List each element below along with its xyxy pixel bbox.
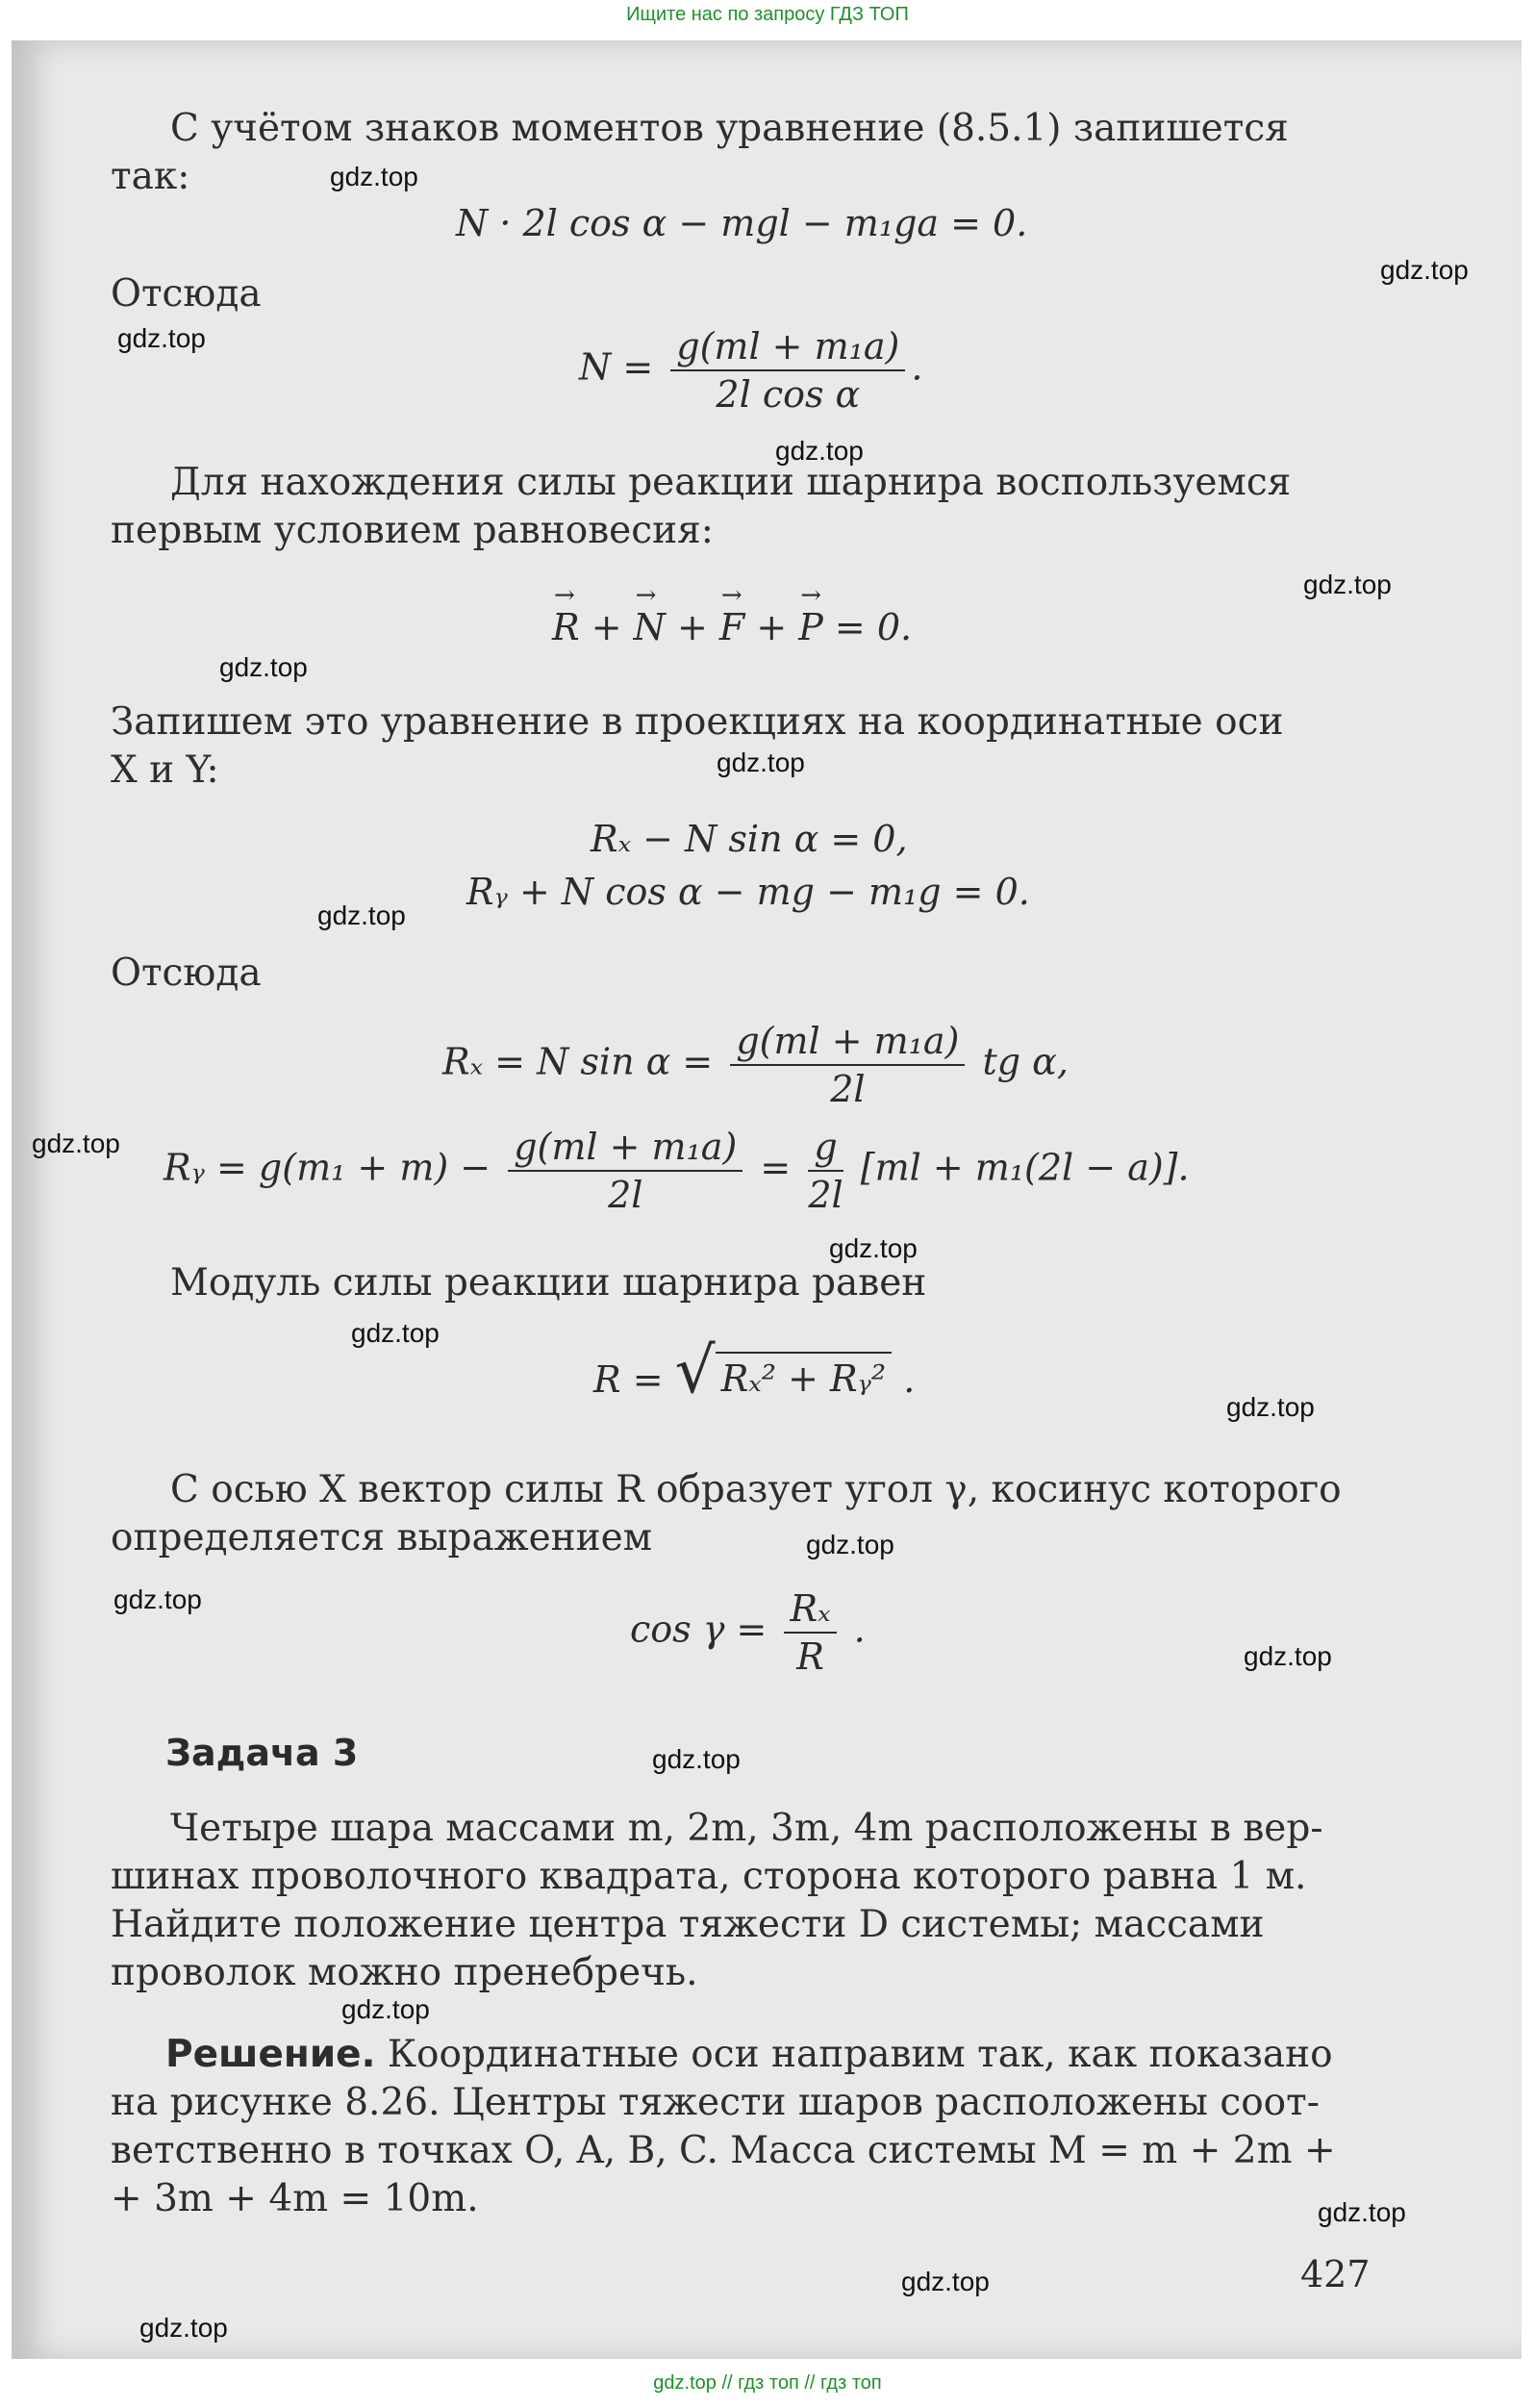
top-banner[interactable]: Ищите нас по запросу ГДЗ ТОП	[626, 4, 909, 25]
eq-lhs: N =	[579, 345, 654, 389]
paragraph-line: Модуль силы реакции шарнира равен	[170, 1261, 927, 1305]
watermark[interactable]: gdz.top	[219, 652, 308, 682]
watermark[interactable]: gdz.top	[652, 1744, 741, 1774]
equation-cos-gamma: cos γ = $\frac{\text{Rₓ}}{R}$ .	[630, 1587, 866, 1678]
watermark[interactable]: gdz.top	[901, 2267, 990, 2296]
paragraph-line: на рисунке 8.26. Центры тяжести шаров расположены соот-	[111, 2081, 1320, 2124]
fraction: $\frac{\text{g(ml + m₁a)}}{2l}$	[730, 1020, 965, 1110]
fraction-denominator: 2l cos α	[716, 373, 861, 416]
equation-n: N = $\frac{\text{g(ml + m₁a)}}{\text{2l cos α}}$ .	[579, 325, 923, 416]
paragraph-line: Найдите положение центра тяжести D системы; массами	[111, 1903, 1265, 1946]
watermark[interactable]: gdz.top	[32, 1128, 120, 1158]
watermark[interactable]: gdz.top	[341, 1994, 430, 2024]
fraction: $\frac{\text{Rₓ}}{R}$	[784, 1587, 836, 1678]
watermark[interactable]: gdz.top	[1303, 570, 1392, 599]
fraction: $\frac{g}{2l}$	[808, 1126, 843, 1216]
paragraph-line: С учётом знаков моментов уравнение (8.5.1) запишется	[170, 107, 1289, 150]
equation-rx: Rₓ = N sin α = $\frac{\text{g(ml + m₁a)}}{2l}$ tg α,	[442, 1020, 1069, 1110]
paragraph-line: Отсюда	[111, 272, 262, 316]
equation-y-projection: Rᵧ + N cos α − mg − m₁g = 0.	[466, 871, 1030, 913]
watermark[interactable]: gdz.top	[113, 1584, 202, 1614]
paragraph-line: шинах проволочного квадрата, сторона которого равна 1 м.	[111, 1855, 1307, 1898]
watermark[interactable]: gdz.top	[1226, 1392, 1315, 1422]
solution-line: Решение. Координатные оси направим так, как показано	[165, 2033, 1333, 2076]
task-heading: Задача 3	[165, 1732, 359, 1774]
equation-moments: N · 2l cos α − mgl − m₁ga = 0.	[456, 202, 1028, 244]
watermark[interactable]: gdz.top	[829, 1233, 918, 1263]
fraction: $\frac{\text{g(ml + m₁a)}}{2l}$	[508, 1126, 742, 1216]
watermark[interactable]: gdz.top	[317, 900, 406, 930]
paragraph-line: проволок можно пренебречь.	[111, 1951, 698, 1994]
watermark[interactable]: gdz.top	[806, 1530, 894, 1559]
fraction	[670, 325, 905, 416]
page-number: 427	[1300, 2253, 1371, 2295]
paragraph-line: ветственно в точках O, A, B, C. Масса системы M = m + 2m +	[111, 2129, 1336, 2172]
solution-label: Решение.	[165, 2033, 376, 2076]
paragraph-line: + 3m + 4m = 10m.	[111, 2177, 479, 2220]
watermark[interactable]: gdz.top	[1380, 255, 1469, 285]
paragraph-line: Четыре шара массами m, 2m, 3m, 4m расположены в вер-	[170, 1807, 1323, 1850]
watermark[interactable]: gdz.top	[139, 2313, 228, 2343]
equation-x-projection: Rₓ − N sin α = 0,	[591, 818, 908, 860]
fraction-numerator: g(ml + m₁a)	[670, 325, 905, 371]
watermark[interactable]: gdz.top	[717, 748, 805, 777]
equation-ry: Rᵧ = g(m₁ + m) − $\frac{\text{g(ml + m₁a)}}{2l}$ = $\frac{g}{2l}$ [ml + m₁(2l − a)].	[164, 1126, 1190, 1216]
paragraph-line: первым условием равновесия:	[111, 509, 714, 552]
watermark[interactable]: gdz.top	[1244, 1641, 1332, 1671]
paragraph-line: С осью X вектор силы R образует угол γ, косинус которого	[170, 1468, 1342, 1511]
watermark[interactable]: gdz.top	[117, 323, 206, 353]
watermark[interactable]: gdz.top	[330, 162, 418, 191]
watermark[interactable]: gdz.top	[775, 436, 864, 466]
square-root: √ Rₓ² + Rᵧ²	[675, 1342, 893, 1400]
equation-r-modulus: R = √ Rₓ² + Rᵧ² .	[593, 1333, 916, 1407]
paragraph-line: Отсюда	[111, 951, 262, 995]
bottom-banner[interactable]: gdz.top // гдз топ // гдз топ	[653, 2372, 882, 2394]
equation-equilibrium: → R + → N + → F + → P = 0.	[552, 606, 912, 648]
paragraph-line: X и Y:	[111, 748, 219, 792]
watermark[interactable]: gdz.top	[1318, 2197, 1406, 2227]
paragraph-line: Для нахождения силы реакции шарнира воспользуемся	[170, 461, 1292, 504]
watermark[interactable]: gdz.top	[351, 1318, 440, 1348]
paragraph-line: Запишем это уравнение в проекциях на координатные оси	[111, 700, 1284, 744]
paragraph-line: так:	[111, 155, 190, 198]
paragraph-line: определяется выражением	[111, 1516, 653, 1559]
